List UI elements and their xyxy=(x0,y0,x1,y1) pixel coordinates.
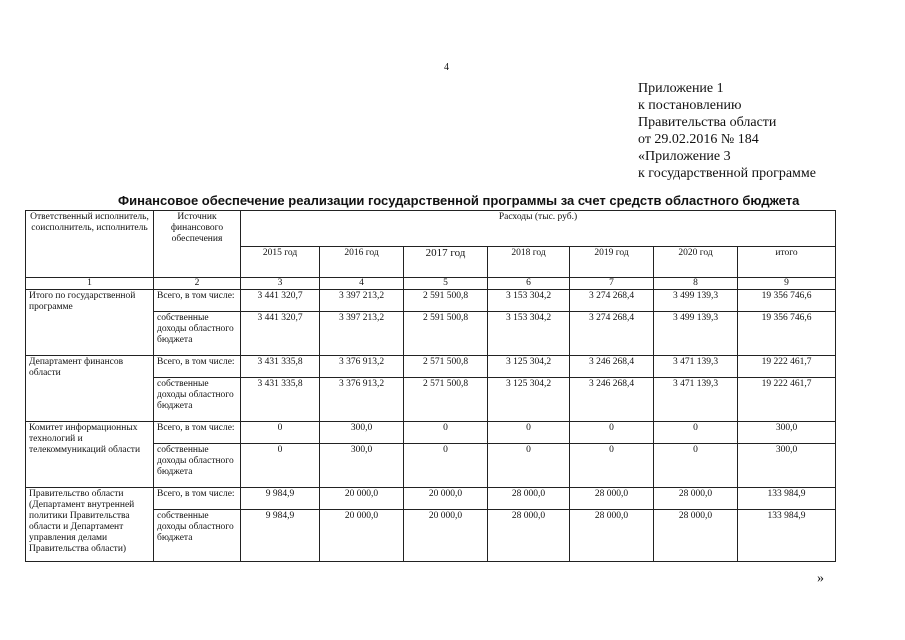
value-cell: 0 xyxy=(488,444,570,488)
source-cell: собственные доходы областного бюджета xyxy=(154,444,241,488)
value-cell: 3 153 304,2 xyxy=(488,312,570,356)
document-title: Финансовое обеспечение реализации государственной программы за счет средств областного бюджета xyxy=(118,193,800,208)
value-cell: 3 125 304,2 xyxy=(488,356,570,378)
value-cell: 3 274 268,4 xyxy=(570,290,654,312)
header-year: 2018 год xyxy=(488,247,570,278)
value-cell: 9 984,9 xyxy=(241,488,320,510)
header-year: 2015 год xyxy=(241,247,320,278)
value-cell: 0 xyxy=(241,444,320,488)
total-cell: 19 356 746,6 xyxy=(738,312,836,356)
value-cell: 0 xyxy=(241,422,320,444)
value-cell: 0 xyxy=(404,444,488,488)
total-cell: 300,0 xyxy=(738,422,836,444)
appendix-line: «Приложение 3 xyxy=(638,149,731,164)
column-number: 8 xyxy=(654,278,738,290)
value-cell: 3 499 139,3 xyxy=(654,290,738,312)
executor-cell: Итого по государственной программе xyxy=(26,290,154,356)
header-total: итого xyxy=(738,247,836,278)
executor-cell: Департамент финансов области xyxy=(26,356,154,422)
table-row xyxy=(26,356,836,378)
financing-table xyxy=(25,210,836,562)
value-cell: 28 000,0 xyxy=(570,488,654,510)
header-year: 2019 год xyxy=(570,247,654,278)
source-cell: Всего, в том числе: xyxy=(154,422,241,444)
value-cell: 0 xyxy=(570,422,654,444)
value-cell: 3 431 335,8 xyxy=(241,356,320,378)
value-cell: 3 274 268,4 xyxy=(570,312,654,356)
header-expenses: Расходы (тыс. руб.) xyxy=(241,211,836,247)
value-cell: 3 499 139,3 xyxy=(654,312,738,356)
executor-cell: Правительство области (Департамент внутренней политики Правительства области и Департамент управления делами Правительства области) xyxy=(26,488,154,562)
value-cell: 3 376 913,2 xyxy=(320,378,404,422)
column-number: 4 xyxy=(320,278,404,290)
source-cell: собственные доходы областного бюджета xyxy=(154,312,241,356)
column-number: 5 xyxy=(404,278,488,290)
value-cell: 0 xyxy=(488,422,570,444)
value-cell: 3 471 139,3 xyxy=(654,378,738,422)
table-row xyxy=(26,290,836,312)
source-cell: Всего, в том числе: xyxy=(154,290,241,312)
value-cell: 28 000,0 xyxy=(654,488,738,510)
value-cell: 3 153 304,2 xyxy=(488,290,570,312)
value-cell: 3 431 335,8 xyxy=(241,378,320,422)
total-cell: 19 222 461,7 xyxy=(738,378,836,422)
column-number: 7 xyxy=(570,278,654,290)
value-cell: 2 571 500,8 xyxy=(404,356,488,378)
value-cell: 28 000,0 xyxy=(654,510,738,562)
value-cell: 0 xyxy=(404,422,488,444)
value-cell: 3 246 268,4 xyxy=(570,356,654,378)
value-cell: 28 000,0 xyxy=(570,510,654,562)
value-cell: 3 441 320,7 xyxy=(241,312,320,356)
value-cell: 20 000,0 xyxy=(404,488,488,510)
value-cell: 20 000,0 xyxy=(404,510,488,562)
column-number: 1 xyxy=(26,278,154,290)
value-cell: 28 000,0 xyxy=(488,510,570,562)
value-cell: 3 376 913,2 xyxy=(320,356,404,378)
source-cell: Всего, в том числе: xyxy=(154,356,241,378)
value-cell: 2 571 500,8 xyxy=(404,378,488,422)
value-cell: 3 441 320,7 xyxy=(241,290,320,312)
column-number: 2 xyxy=(154,278,241,290)
total-cell: 133 984,9 xyxy=(738,510,836,562)
source-cell: собственные доходы областного бюджета xyxy=(154,378,241,422)
closing-quote: » xyxy=(817,571,824,586)
header-executor: Ответственный исполнитель, соисполнитель, исполнитель xyxy=(26,211,154,278)
total-cell: 19 356 746,6 xyxy=(738,290,836,312)
header-source: Источник финансового обеспечения xyxy=(154,211,241,278)
column-number-row xyxy=(26,278,836,290)
value-cell: 20 000,0 xyxy=(320,488,404,510)
value-cell: 0 xyxy=(654,422,738,444)
appendix-line: Приложение 1 xyxy=(638,81,724,96)
appendix-line: Правительства области xyxy=(638,115,777,130)
value-cell: 3 397 213,2 xyxy=(320,312,404,356)
value-cell: 300,0 xyxy=(320,444,404,488)
executor-cell: Комитет информационных технологий и телекоммуникаций области xyxy=(26,422,154,488)
header-year: 2017 год xyxy=(404,247,488,278)
source-cell: собственные доходы областного бюджета xyxy=(154,510,241,562)
appendix-line: к государственной программе xyxy=(638,166,816,181)
column-number: 6 xyxy=(488,278,570,290)
total-cell: 19 222 461,7 xyxy=(738,356,836,378)
value-cell: 3 246 268,4 xyxy=(570,378,654,422)
total-cell: 300,0 xyxy=(738,444,836,488)
value-cell: 3 471 139,3 xyxy=(654,356,738,378)
header-year: 2016 год xyxy=(320,247,404,278)
value-cell: 28 000,0 xyxy=(488,488,570,510)
value-cell: 3 125 304,2 xyxy=(488,378,570,422)
appendix-line: к постановлению xyxy=(638,98,742,113)
column-number: 3 xyxy=(241,278,320,290)
value-cell: 0 xyxy=(570,444,654,488)
value-cell: 20 000,0 xyxy=(320,510,404,562)
column-number: 9 xyxy=(738,278,836,290)
page-number: 4 xyxy=(444,62,449,73)
value-cell: 300,0 xyxy=(320,422,404,444)
value-cell: 0 xyxy=(654,444,738,488)
source-cell: Всего, в том числе: xyxy=(154,488,241,510)
table-row xyxy=(26,488,836,510)
header-year: 2020 год xyxy=(654,247,738,278)
table-row xyxy=(26,422,836,444)
value-cell: 2 591 500,8 xyxy=(404,290,488,312)
total-cell: 133 984,9 xyxy=(738,488,836,510)
value-cell: 2 591 500,8 xyxy=(404,312,488,356)
appendix-heading xyxy=(638,80,816,182)
value-cell: 3 397 213,2 xyxy=(320,290,404,312)
value-cell: 9 984,9 xyxy=(241,510,320,562)
appendix-line: от 29.02.2016 № 184 xyxy=(638,132,759,147)
